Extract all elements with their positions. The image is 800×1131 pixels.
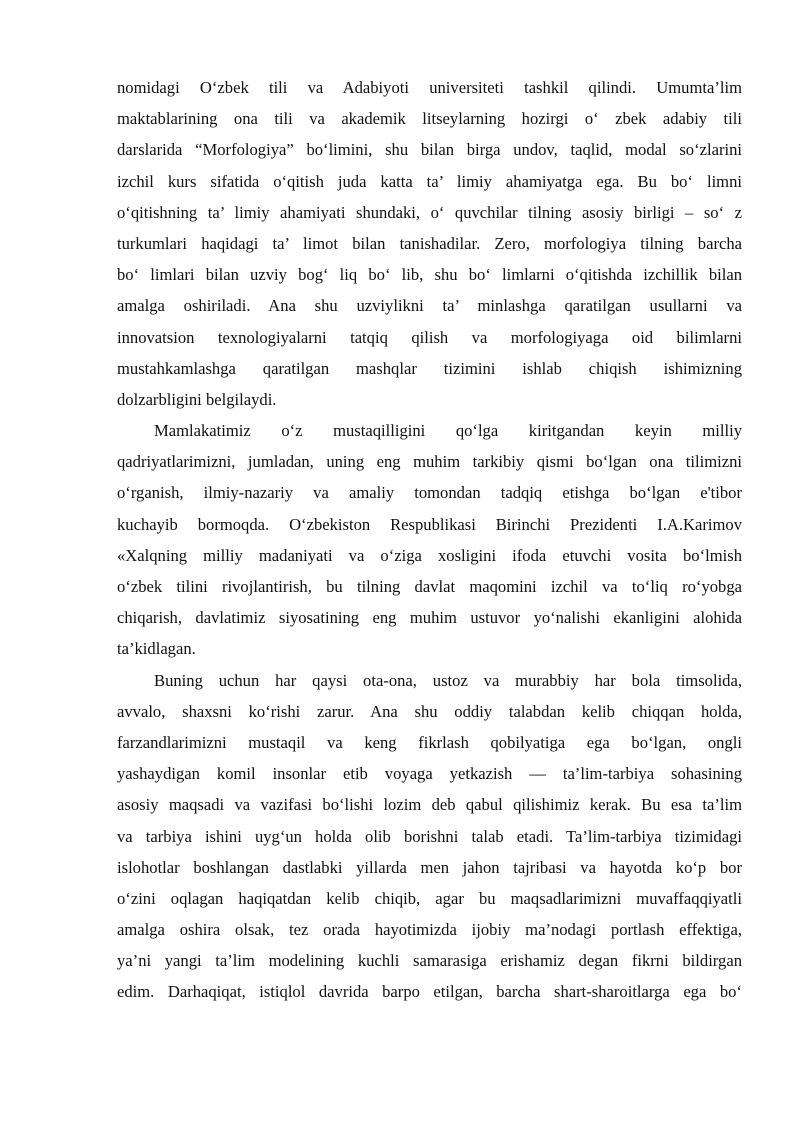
- text-line: izchil kurs sifatida o‘qitish juda katta ta’ limiy ahamiyatga ega. Bu bo‘ limni: [117, 171, 742, 191]
- text-line: dolzarbligini belgilaydi.: [117, 389, 277, 409]
- text-line: edim. Darhaqiqat, istiqlol davrida barpo etilgan, barcha shart-sharoitlarga ega bo‘: [117, 982, 742, 1002]
- text-line: turkumlari haqidagi ta’ limot bilan tanishadilar. Zero, morfologiya tilning barcha: [117, 233, 742, 253]
- text-line: innovatsion texnologiyalarni tatqiq qilish va morfologiyaga oid bilimlarni: [117, 327, 742, 347]
- text-line: ta’kidlagan.: [117, 639, 196, 659]
- text-line: nomidagi O‘zbek tili va Adabiyoti universiteti tashkil qilindi. Umumta’lim: [117, 78, 742, 97]
- text-line: Mamlakatimiz o‘z mustaqilligini qo‘lga kiritgandan keyin milliy: [154, 421, 742, 441]
- paragraph-3: [117, 665, 742, 1008]
- text-line: bo‘ limlari bilan uzviy bog‘ liq bo‘ lib, shu bo‘ limlarni o‘qitishda izchillik bilan: [117, 265, 742, 285]
- text-line: mustahkamlashga qaratilgan mashqlar tizimini ishlab chiqish ishimizning: [117, 358, 742, 378]
- text-line: darslarida “Morfologiya” bo‘limini, shu bilan birga undov, taqlid, modal so‘zlarini: [117, 140, 742, 160]
- text-line: kuchayib bormoqda. O‘zbekiston Respublikasi Birinchi Prezidenti I.A.Karimov: [117, 514, 742, 534]
- text-line: avvalo, shaxsni ko‘rishi zarur. Ana shu oddiy talabdan kelib chiqqan holda,: [117, 701, 742, 721]
- text-line: o‘zbek tilini rivojlantirish, bu tilning davlat maqomini izchil va to‘liq ro‘yobga: [117, 577, 742, 596]
- document-page: [117, 72, 742, 1008]
- text-line: va tarbiya ishini uyg‘un holda olib borishni talab etadi. Ta’lim-tarbiya tizimidagi: [117, 826, 742, 846]
- text-line: maktablarining ona tili va akademik litseylarning hozirgi o‘ zbek adabiy tili: [117, 109, 742, 129]
- text-line: amalga oshiriladi. Ana shu uzviylikni ta’ minlashga qaratilgan usullarni va: [117, 296, 742, 316]
- text-line: amalga oshira olsak, tez orada hayotimizda ijobiy ma’nodagi portlash effektiga,: [117, 920, 742, 940]
- text-line: ya’ni yangi ta’lim modelining kuchli samarasiga erishamiz degan fikrni bildirgan: [117, 951, 742, 971]
- text-line: chiqarish, davlatimiz siyosatining eng muhim ustuvor yo‘nalishi ekanligini alohida: [117, 608, 742, 628]
- text-line: «Xalqning milliy madaniyati va o‘ziga xosligini ifoda etuvchi vosita bo‘lmish: [117, 545, 742, 565]
- paragraph-2: [117, 415, 742, 665]
- text-line: o‘rganish, ilmiy-nazariy va amaliy tomondan tadqiq etishga bo‘lgan e'tibor: [117, 483, 742, 503]
- text-line: islohotlar boshlangan dastlabki yillarda men jahon tajribasi va hayotda ko‘p bor: [117, 857, 742, 877]
- text-line: o‘qitishning ta’ limiy ahamiyati shundaki, o‘ quvchilar tilning asosiy birligi – so‘ z: [117, 202, 742, 222]
- text-line: yashaydigan komil insonlar etib voyaga yetkazish — ta’lim-tarbiya sohasining: [117, 764, 742, 784]
- paragraph-1: [117, 72, 742, 415]
- text-line: farzandlarimizni mustaqil va keng fikrlash qobilyatiga ega bo‘lgan, ongli: [117, 732, 742, 752]
- text-line: asosiy maqsadi va vazifasi bo‘lishi lozim deb qabul qilishimiz kerak. Bu esa ta’lim: [117, 795, 742, 815]
- text-line: o‘zini oqlagan haqiqatdan kelib chiqib, agar bu maqsadlarimizni muvaffaqqiyatli: [117, 888, 742, 908]
- text-line: qadriyatlarimizni, jumladan, uning eng muhim tarkibiy qismi bo‘lgan ona tilimizni: [117, 452, 742, 472]
- text-line: Buning uchun har qaysi ota-ona, ustoz va murabbiy har bola timsolida,: [154, 670, 742, 690]
